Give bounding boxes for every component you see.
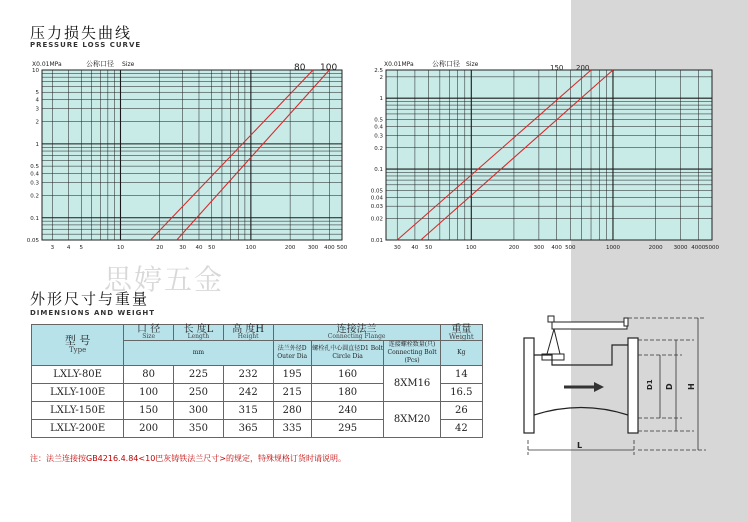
meter-drawing xyxy=(512,310,712,460)
cell-model: LXLY-150E xyxy=(32,402,124,420)
watermark: 思婷五金 xyxy=(104,263,225,296)
x-tick-label: 4000 xyxy=(691,245,706,251)
x-tick-label: 3000 xyxy=(673,245,688,251)
cell-length: 300 xyxy=(173,402,223,420)
pressure-loss-chart-left xyxy=(20,58,350,258)
x-tick-label: 40 xyxy=(411,245,419,251)
y-tick-label: 0.1 xyxy=(374,167,383,174)
cell-dn: 100 xyxy=(124,384,174,402)
x-tick-label: 1000 xyxy=(605,245,620,251)
label-l: L xyxy=(577,441,583,450)
cell-bolts-b: 8XM20 xyxy=(384,402,440,438)
dimensions-subtitle: DIMENSIONS AND WEIGHT xyxy=(30,309,155,317)
right-curve-label-200: 200 xyxy=(576,64,590,72)
th-bolt-count: 连接螺栓数量(只) Connecting Bolt (Pcs) xyxy=(384,341,440,366)
cell-bolt: 180 xyxy=(311,384,384,402)
dimensions-title: 外形尺寸与重量 xyxy=(30,290,150,308)
right-curve-label-150: 150 xyxy=(550,64,564,72)
th-outer-dia: 法兰外径D Outer Dia xyxy=(273,341,311,366)
x-tick-label: 20 xyxy=(156,245,164,251)
cell-outer: 335 xyxy=(273,420,311,438)
x-tick-label: 200 xyxy=(508,245,520,251)
th-mm: mm xyxy=(124,341,273,366)
x-tick-label: 100 xyxy=(245,245,257,251)
cell-height: 232 xyxy=(223,366,273,384)
flow-arrow-icon xyxy=(564,382,604,392)
cell-dn: 150 xyxy=(124,402,174,420)
x-tick-label: 400 xyxy=(551,245,562,251)
left-plot-area xyxy=(42,70,342,240)
left-curve-label-80: 80 xyxy=(294,63,306,73)
cell-bolt: 240 xyxy=(311,402,384,420)
y-tick-label: 1 xyxy=(379,96,383,103)
cell-length: 225 xyxy=(173,366,223,384)
th-dn: 口 径 Size xyxy=(124,325,174,341)
cell-outer: 195 xyxy=(273,366,311,384)
label-d1: D1 xyxy=(646,379,654,390)
cell-weight: 16.5 xyxy=(440,384,482,402)
x-tick-label: 300 xyxy=(533,245,545,251)
pressure-loss-title: 压力损失曲线 xyxy=(30,24,133,42)
x-tick-label: 30 xyxy=(393,245,401,251)
x-tick-label: 40 xyxy=(195,245,203,251)
lid-top xyxy=(542,316,628,360)
x-tick-label: 4 xyxy=(66,245,71,251)
y-tick-label: 0.4 xyxy=(30,171,39,178)
y-tick-label: 0.05 xyxy=(370,188,383,195)
cell-bolts-a: 8XM16 xyxy=(384,366,440,402)
cell-dn: 200 xyxy=(124,420,174,438)
footnote: 注：法兰连接按GB4216.4.84<10巴灰铸铁法兰尺寸>的规定，特殊规格订货时请说明。 xyxy=(30,454,346,463)
x-tick-label: 200 xyxy=(284,245,296,251)
right-x-ticks xyxy=(394,245,720,251)
y-tick-label: 0.3 xyxy=(30,180,39,187)
cell-length: 350 xyxy=(173,420,223,438)
y-tick-label: 0.3 xyxy=(374,133,383,140)
dimension-lines xyxy=(528,318,706,455)
y-tick-label: 4 xyxy=(35,97,39,104)
cell-weight: 42 xyxy=(440,420,482,438)
cell-outer: 280 xyxy=(273,402,311,420)
cell-model: LXLY-80E xyxy=(32,366,124,384)
x-tick-label: 30 xyxy=(179,245,187,251)
x-tick-label: 500 xyxy=(565,245,576,251)
y-tick-label: 0.1 xyxy=(30,215,39,222)
cell-height: 365 xyxy=(223,420,273,438)
y-tick-label: 0.02 xyxy=(370,216,383,223)
y-tick-label: 10 xyxy=(32,68,39,74)
y-tick-label: 2 xyxy=(35,119,39,126)
left-y-ticks xyxy=(27,68,40,244)
cell-model: LXLY-200E xyxy=(32,420,124,438)
y-tick-label: 0.2 xyxy=(30,193,39,200)
th-flange: 连接法兰 Connecting Flange xyxy=(273,325,440,341)
dimensions-table xyxy=(31,324,483,438)
th-kg: Kg xyxy=(440,341,482,366)
y-tick-label: 0.5 xyxy=(30,164,39,171)
right-y-ticks xyxy=(371,68,384,244)
y-tick-label: 1 xyxy=(35,141,39,148)
x-tick-label: 2000 xyxy=(648,245,663,251)
th-bolt-circle: 螺栓孔中心圆直径D1 Bolt Circle Dia xyxy=(311,341,384,366)
y-tick-label: 0.5 xyxy=(374,117,383,124)
x-tick-label: 100 xyxy=(466,245,477,251)
cell-height: 242 xyxy=(223,384,273,402)
right-plot-area xyxy=(386,70,712,240)
cell-length: 250 xyxy=(173,384,223,402)
th-length: 长 度L Length xyxy=(173,325,223,341)
y-tick-label: 0.01 xyxy=(370,238,383,244)
y-tick-label: 2 xyxy=(379,74,383,81)
x-tick-label: 5 xyxy=(79,245,83,251)
table-row xyxy=(32,402,483,420)
right-header-dn: 公称口径 xyxy=(432,60,460,68)
left-header-dn: 公称口径 xyxy=(86,60,114,68)
y-tick-label: 0.05 xyxy=(26,238,39,244)
label-h: H xyxy=(687,383,696,390)
left-curve-label-100: 100 xyxy=(320,63,338,73)
left-header-size: Size xyxy=(122,61,135,68)
cell-weight: 14 xyxy=(440,366,482,384)
y-tick-label: 0.2 xyxy=(374,145,383,152)
x-tick-label: 10 xyxy=(116,245,124,251)
cell-dn: 80 xyxy=(124,366,174,384)
pressure-loss-subtitle: PRESSURE LOSS CURVE xyxy=(30,41,142,49)
cell-height: 315 xyxy=(223,402,273,420)
y-tick-label: 0.04 xyxy=(370,195,383,202)
left-x-ticks xyxy=(51,245,348,251)
x-tick-label: 50 xyxy=(425,245,433,251)
x-tick-label: 50 xyxy=(208,245,216,251)
cell-bolt: 295 xyxy=(311,420,384,438)
y-tick-label: 5 xyxy=(35,90,39,97)
right-header-size: Size xyxy=(466,61,479,68)
th-model: 型 号 Type xyxy=(32,325,124,366)
x-tick-label: 400 xyxy=(324,245,335,251)
cell-model: LXLY-100E xyxy=(32,384,124,402)
y-tick-label: 0.03 xyxy=(370,204,383,211)
y-tick-label: 2.5 xyxy=(374,68,383,74)
cell-weight: 26 xyxy=(440,402,482,420)
label-d: D xyxy=(665,383,674,390)
x-tick-label: 300 xyxy=(307,245,319,251)
th-height: 高 度H Height xyxy=(223,325,273,341)
left-header-unit: X0.01MPa xyxy=(32,61,62,68)
x-tick-label: 3 xyxy=(50,245,55,251)
x-tick-label: 5000 xyxy=(705,245,719,251)
x-tick-label: 500 xyxy=(336,245,348,251)
right-header-unit: X0.01MPa xyxy=(384,61,414,68)
y-tick-label: 3 xyxy=(35,106,39,113)
table-row xyxy=(32,366,483,384)
cell-outer: 215 xyxy=(273,384,311,402)
y-tick-label: 0.4 xyxy=(374,124,383,131)
cell-bolt: 160 xyxy=(311,366,384,384)
th-weight: 重量 Weight xyxy=(440,325,482,341)
pressure-loss-chart-right xyxy=(362,58,724,258)
